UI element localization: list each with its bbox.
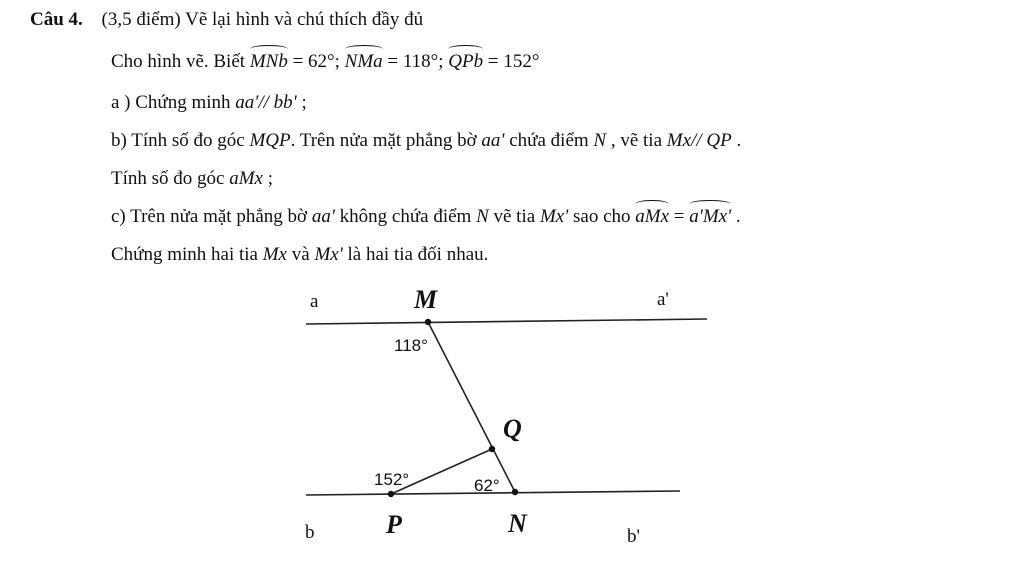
point-p-dot — [388, 491, 394, 497]
part-b-math-2: aa' — [481, 130, 505, 151]
part-b-line2-suffix: ; — [262, 168, 274, 189]
part-c-math-3: Mx' — [539, 206, 569, 227]
part-c-text-2: không chứa điểm — [334, 206, 477, 227]
part-b-text-3: chứa điểm — [504, 130, 594, 151]
angle-label-118: 118° — [394, 336, 428, 355]
part-c-line2-math-2: Mx' — [314, 244, 343, 265]
angle-nma: NMa — [344, 51, 383, 72]
part-c-line2-text-2: và — [287, 244, 315, 265]
part-a-math: aa'// bb' — [235, 92, 297, 113]
given-text: Cho hình vẽ. Biết — [111, 51, 250, 72]
angle-nma-value: = 118°; — [382, 51, 449, 72]
label-point-m: M — [414, 285, 438, 314]
part-c-line2-math-1: Mx — [262, 244, 287, 265]
part-b-text-2: . Trên nửa mặt phẳng bờ — [290, 130, 482, 151]
part-c-math-2: N — [476, 206, 489, 227]
part-c-eq: = — [669, 206, 690, 227]
angle-qpb-value: = 152° — [483, 51, 540, 72]
part-b-text-4: , vẽ tia — [606, 130, 667, 151]
angle-qpb: QPb — [448, 51, 484, 72]
angle-label-152: 152° — [374, 470, 410, 489]
part-b-line2-math: aMx — [229, 168, 263, 189]
label-point-q: Q — [503, 414, 522, 443]
part-c-text-3: vẽ tia — [488, 206, 540, 227]
label-b: b — [305, 522, 315, 543]
label-a-prime: a' — [657, 289, 669, 310]
label-a: a — [310, 291, 319, 312]
point-m-dot — [425, 319, 431, 325]
part-b-math-3: N — [593, 130, 607, 151]
problem-score: (3,5 điểm) Vẽ lại hình và chú thích đầy đủ — [101, 9, 424, 30]
label-point-p: P — [386, 510, 402, 539]
part-c-text-5: . — [731, 206, 741, 227]
angle-amx: aMx — [635, 206, 670, 227]
point-n-dot — [512, 489, 518, 495]
part-c-line2-text-1: Chứng minh hai tia — [111, 244, 263, 265]
part-b-line2-text: Tính số đo góc — [111, 168, 230, 189]
label-b-prime: b' — [627, 526, 640, 547]
segment-mn — [428, 322, 515, 492]
angle-label-62: 62° — [474, 476, 500, 495]
point-q-dot — [489, 446, 495, 452]
angle-mnb-value: = 62°; — [287, 51, 345, 72]
angle-mnb: MNb — [249, 51, 288, 72]
part-a-text: a ) Chứng minh — [111, 92, 236, 113]
part-a-suffix: ; — [296, 92, 307, 113]
part-b-text-5: . — [731, 130, 742, 151]
label-point-n: N — [508, 509, 527, 538]
part-c-math-1: aa' — [311, 206, 335, 227]
part-b-math-1: MQP — [249, 130, 291, 151]
angle-a-prime-mx-prime: a'Mx' — [689, 206, 732, 227]
problem-number: Câu 4. — [30, 9, 83, 30]
part-b-text-1: b) Tính số đo góc — [111, 130, 250, 151]
part-c-line2-text-3: là hai tia đối nhau. — [342, 244, 489, 265]
part-c-text-1: c) Trên nửa mặt phẳng bờ — [111, 206, 312, 227]
part-c-text-4: sao cho — [568, 206, 636, 227]
part-b-math-4: Mx// QP — [666, 130, 732, 151]
line-aa-prime — [306, 319, 707, 324]
